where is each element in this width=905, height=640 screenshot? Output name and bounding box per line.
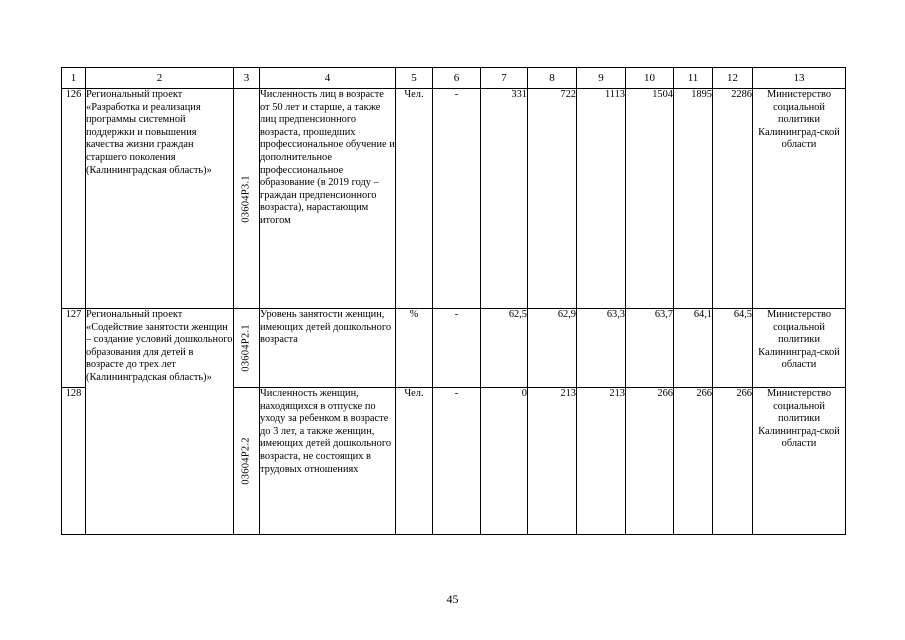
value-cell: 0 bbox=[481, 388, 528, 535]
column-header: 5 bbox=[396, 68, 433, 89]
base-value: - bbox=[433, 309, 481, 388]
responsible-org: Министерство социальной политики Калининград-ской области bbox=[753, 309, 846, 388]
column-header: 11 bbox=[674, 68, 713, 89]
value-cell: 2286 bbox=[713, 89, 753, 309]
value-cell: 266 bbox=[626, 388, 674, 535]
table-row bbox=[62, 309, 846, 388]
value-cell: 64,1 bbox=[674, 309, 713, 388]
column-header: 4 bbox=[260, 68, 396, 89]
column-header: 9 bbox=[577, 68, 626, 89]
code-cell bbox=[234, 309, 260, 388]
project-name: Региональный проект «Разработка и реализация программы системной поддержки и повышения качества жизни граждан старшего поколения (Калининградская область)» bbox=[86, 89, 234, 309]
value-cell: 213 bbox=[577, 388, 626, 535]
column-header: 1 bbox=[62, 68, 86, 89]
indicator-name: Численность женщин, находящихся в отпуске по уходу за ребенком в возрасте до 3 лет, а также женщин, имеющих детей дошкольного возраста, не состоящих в трудовых отношениях bbox=[260, 388, 396, 535]
indicator-code: 03604P3.1 bbox=[240, 174, 252, 223]
row-number: 128 bbox=[62, 388, 86, 535]
code-cell bbox=[234, 89, 260, 309]
responsible-org: Министерство социальной политики Калининград-ской области bbox=[753, 89, 846, 309]
value-cell: 1895 bbox=[674, 89, 713, 309]
row-number: 127 bbox=[62, 309, 86, 388]
value-cell: 331 bbox=[481, 89, 528, 309]
unit: Чел. bbox=[396, 388, 433, 535]
value-cell: 62,9 bbox=[528, 309, 577, 388]
indicator-name: Уровень занятости женщин, имеющих детей дошкольного возраста bbox=[260, 309, 396, 388]
column-header: 12 bbox=[713, 68, 753, 89]
column-header: 2 bbox=[86, 68, 234, 89]
column-header: 13 bbox=[753, 68, 846, 89]
table-row bbox=[62, 89, 846, 309]
project-name: Региональный проект «Содействие занятости женщин – создание условий дошкольного образования для детей в возрасте до трех лет (Калининградская область)» bbox=[86, 309, 234, 535]
column-header: 6 bbox=[433, 68, 481, 89]
indicator-code: 03604P2.1 bbox=[240, 324, 252, 372]
header-row bbox=[62, 68, 846, 89]
value-cell: 63,3 bbox=[577, 309, 626, 388]
unit: Чел. bbox=[396, 89, 433, 309]
value-cell: 722 bbox=[528, 89, 577, 309]
column-header: 7 bbox=[481, 68, 528, 89]
value-cell: 266 bbox=[674, 388, 713, 535]
indicator-name: Численность лиц в возрасте от 50 лет и старше, а также лиц предпенсионного возраста, прошедших профессиональное обучение и дополнительное профессиональное образование (в 2019 году – граждан предпенсионного возраста), нарастающим итогом bbox=[260, 89, 396, 309]
code-cell bbox=[234, 388, 260, 535]
value-cell: 1113 bbox=[577, 89, 626, 309]
column-header: 8 bbox=[528, 68, 577, 89]
responsible-org: Министерство социальной политики Калининград-ской области bbox=[753, 388, 846, 535]
value-cell: 213 bbox=[528, 388, 577, 535]
value-cell: 266 bbox=[713, 388, 753, 535]
column-header: 3 bbox=[234, 68, 260, 89]
base-value: - bbox=[433, 388, 481, 535]
page-number: 45 bbox=[446, 592, 459, 606]
value-cell: 63,7 bbox=[626, 309, 674, 388]
value-cell: 64,5 bbox=[713, 309, 753, 388]
indicators-table bbox=[61, 67, 846, 535]
base-value: - bbox=[433, 89, 481, 309]
value-cell: 1504 bbox=[626, 89, 674, 309]
row-number: 126 bbox=[62, 89, 86, 309]
column-header: 10 bbox=[626, 68, 674, 89]
indicator-code: 03604P2.2 bbox=[240, 437, 252, 485]
value-cell: 62,5 bbox=[481, 309, 528, 388]
unit: % bbox=[396, 309, 433, 388]
